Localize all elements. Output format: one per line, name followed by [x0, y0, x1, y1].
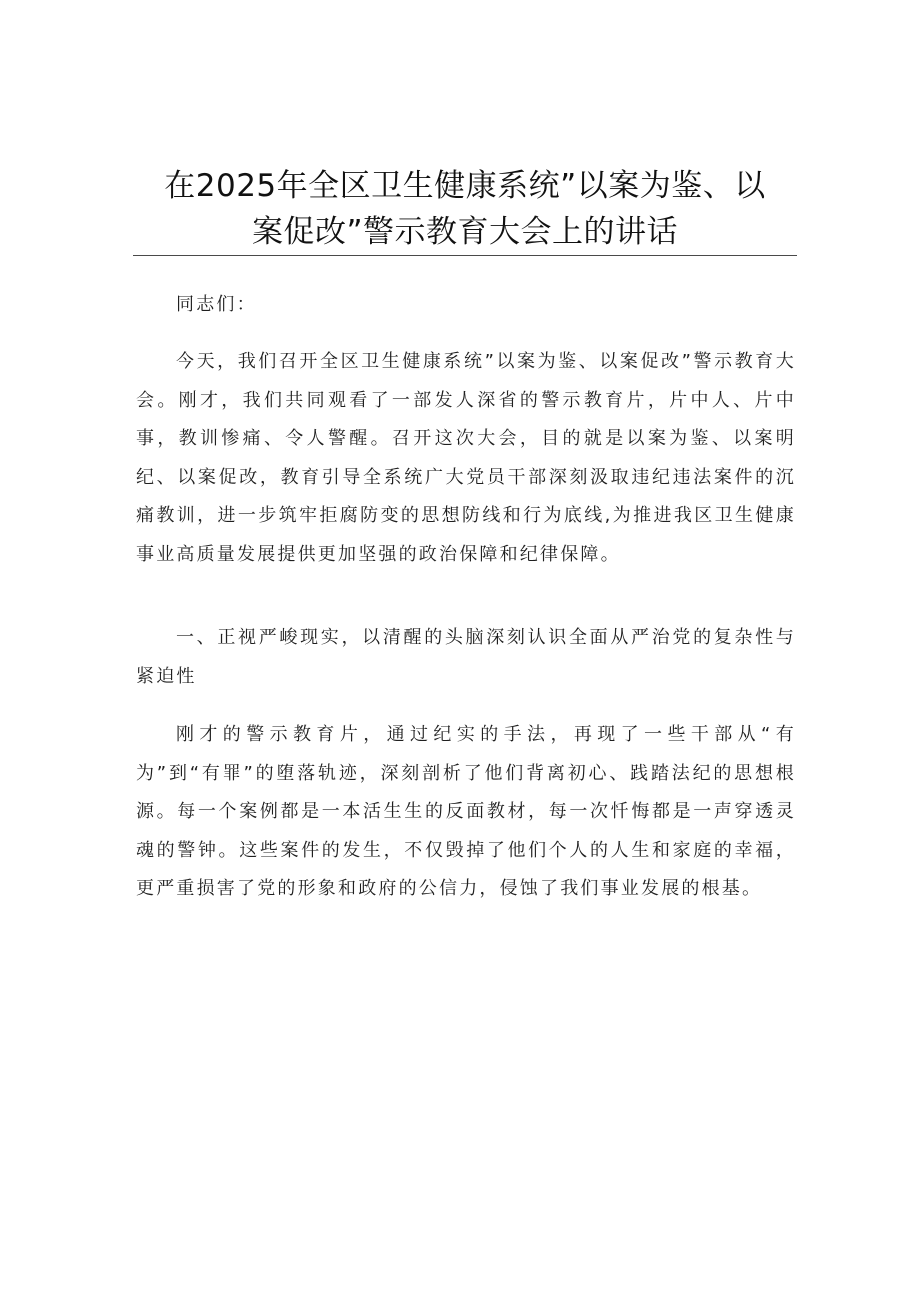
title-line-1: 在2025年全区卫生健康系统”以案为鉴、以	[164, 168, 766, 204]
greeting-text: 同志们：	[176, 294, 257, 315]
opening-paragraph: 今天，我们召开全区卫生健康系统”以案为鉴、以案促改”警示教育大会。刚才，我们共同观看了一部发人深省的警示教育片，片中人、片中事，教训惨痛、令人警醒。召开这次大会，目的就是以案为鉴、以案明纪、以案促改，教育引导全系统广大党员干部深刻汲取违纪违法案件的沉痛教训，进一步筑牢拒腐防变的思想防线和行为底线,为推进我区卫生健康事业高质量发展提供更加坚强的政治保障和纪律保障。	[136, 351, 796, 565]
section-heading-1: 一、正视严峻现实，以清醒的头脑深刻认识全面从严治党的复杂性与紧迫性	[136, 627, 796, 687]
section-1-paragraph: 刚才的警示教育片，通过纪实的手法，再现了一些干部从“有为”到“有罪”的堕落轨迹，深刻剖析了他们背离初心、践踏法纪的思想根源。每一个案例都是一本活生生的反面教材，每一次忏悔都是一声穿透灵魂的警钟。这些案件的发生，不仅毁掉了他们个人的人生和家庭的幸福，更严重损害了党的形象和政府的公信力，侵蚀了我们事业发展的根基。	[136, 724, 796, 899]
document-title	[133, 163, 797, 255]
title-line-2: 案促改”警示教育大会上的讲话	[251, 214, 679, 250]
title-underline-divider	[133, 255, 797, 256]
